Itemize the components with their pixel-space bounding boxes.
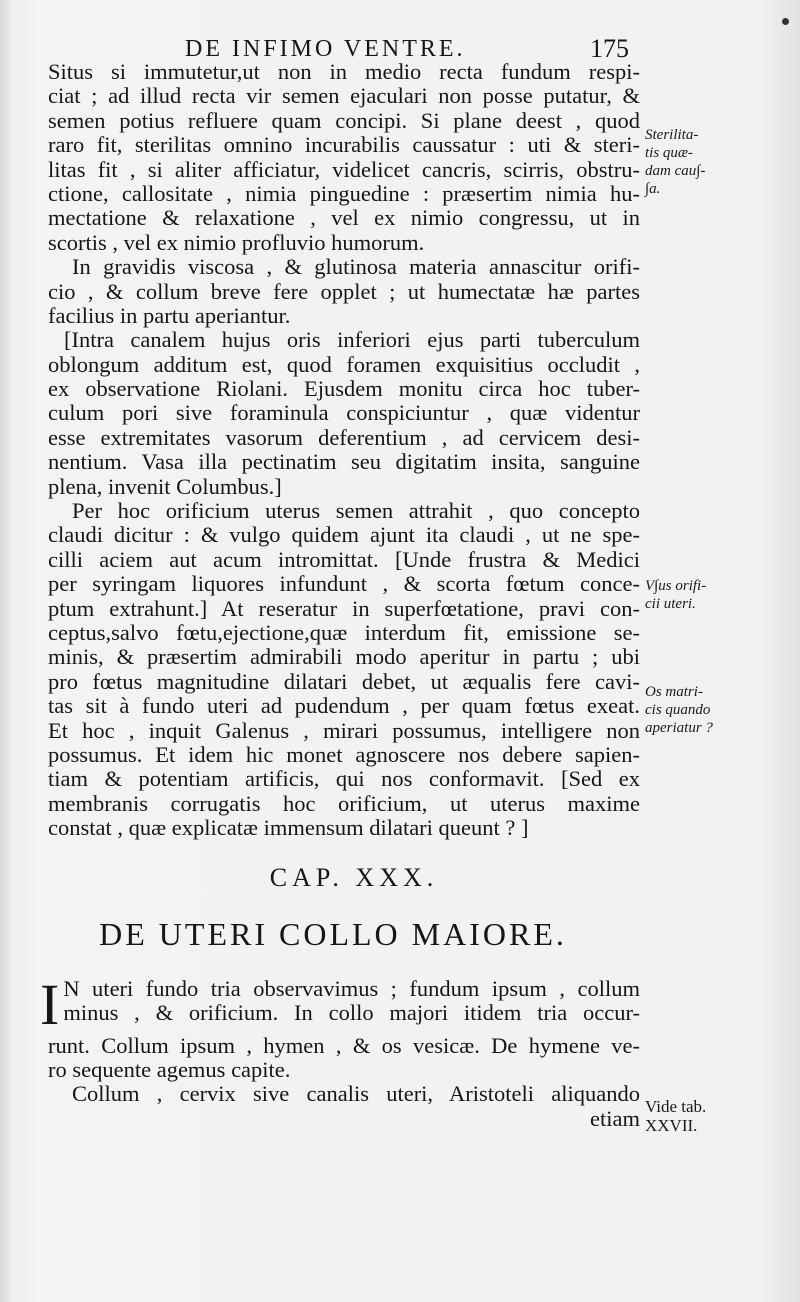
paragraph-intro — [40, 971, 640, 1083]
margin-note-vide: Vide tab. XXVII. — [645, 1097, 707, 1135]
text-line: litas fit , si aliter afficiatur, videlicet cancris, scirris, obstru- — [48, 157, 640, 182]
text-line: Et hoc , inquit Galenus , mirari possumus, intelligere non — [48, 718, 640, 743]
text-line: ctione, callositate , nimia pinguedine : præsertim nimia hu- — [48, 181, 640, 206]
text-line: raro fit, sterilitas omnino incurabilis caussatur : uti & steri- — [48, 133, 640, 158]
text-line: mectatione & relaxatione , vel ex nimio congressu, ut in — [48, 206, 640, 231]
text-line: scortis , vel ex nimio profluvio humorum. — [48, 230, 425, 255]
main-text — [40, 60, 640, 1131]
text-line: pro fœtus magnitudine dilatari debet, ut æqualis fere cavi- — [48, 669, 640, 694]
text-line: N uteri fundo tria observavimus ; fundum ipsum , collum — [63, 976, 640, 1001]
margin-note-os: Os matri- cis quando aperiatur ? — [645, 684, 713, 736]
paragraph-orificium — [48, 499, 640, 840]
text-line: minis, & præsertim admirabili modo aperitur in partu ; ubi — [48, 645, 640, 670]
text-line: minus , & orificium. In collo majori itidem tria occur- — [63, 1000, 640, 1025]
text-line: plena, invenit Columbus.] — [48, 474, 282, 499]
text-line: cilli aciem aut acum intromittat. [Unde frustra & Medici — [48, 547, 640, 572]
text-line: Per hoc orificium uterus semen attrahit , quo concepto — [72, 499, 640, 524]
text-line: Situs si immutetur,ut non in medio recta fundum respi- — [48, 60, 640, 84]
text-line: claudi dicitur : & vulgo quidem ajunt ita claudi , ut ne spe- — [48, 523, 640, 548]
text-line: constat , quæ explicatæ immensum dilatari queunt ? ] — [48, 816, 529, 841]
chapter-title: DE UTERI COLLO MAIORE. — [99, 915, 567, 952]
text-line: membranis corrugatis hoc orificium, ut uterus maxime — [48, 791, 640, 816]
text-line: semen potius refluere quam concipi. Si plane deest , quod — [48, 108, 640, 133]
text-line: tiam & potentiam artificis, qui nos conformavit. [Sed ex — [48, 767, 640, 792]
text-line: ro sequente agemus capite. — [48, 1057, 291, 1082]
catchword: etiam — [590, 1106, 640, 1131]
paragraph-gravidis — [48, 255, 640, 328]
text-line: nentium. Vasa illa pectinatim seu digitatim insita, sanguine — [48, 450, 640, 475]
margin-note-usus: V∫us orifi- cii uteri. — [645, 578, 707, 612]
text-line: possumus. Et idem hic monet agnoscere nos debere sapien- — [48, 742, 640, 767]
running-title: DE INFIMO VENTRE. — [185, 36, 466, 62]
paragraph-situs — [48, 60, 640, 255]
chapter-number: CAP. XXX. — [269, 862, 439, 892]
text-line: ptum extrahunt.] At reseratur in superfœtatione, pravi con- — [48, 596, 640, 621]
text-line: Collum , cervix sive canalis uteri, Aristoteli aliquando — [72, 1082, 640, 1107]
text-line: [Intra canalem hujus oris inferiori ejus parti tuberculum — [64, 328, 640, 353]
drop-cap: I — [40, 971, 60, 1037]
text-line: oblongum additum est, quod foramen exquisitius occludit , — [48, 352, 640, 377]
ink-spot — [782, 18, 789, 25]
paragraph-intra — [48, 328, 640, 499]
text-line: cio , & collum breve fere opplet ; ut humectatæ hæ partes — [48, 279, 640, 304]
text-line: facilius in partu aperiantur. — [48, 303, 291, 328]
text-line: In gravidis viscosa , & glutinosa materia annascitur orifi- — [72, 255, 640, 280]
text-line: esse extremitates vasorum deferentium , ad cervicem desi- — [48, 425, 640, 450]
text-line: per syringam liquores infundunt , & scorta fœtum conce- — [48, 572, 640, 597]
text-line: tas sit à fundo uteri ad pudendum , per quam fœtus exeat. — [48, 694, 640, 719]
margin-note-sterilitas: Sterilita- tis quæ- dam cau∫- ∫a. — [645, 127, 706, 197]
text-line: ceptus,salvo fœtu,ejectione,quæ interdum fit, emissione se- — [48, 620, 640, 645]
text-line: ciat ; ad illud recta vir semen ejaculari non posse putatur, & — [48, 84, 640, 109]
text-line: runt. Collum ipsum , hymen , & os vesicæ. De hymene ve- — [48, 1033, 640, 1058]
page-number: 175 — [590, 34, 629, 63]
paragraph-collum — [48, 1082, 640, 1131]
text-line: culum pori sive foraminula conspiciuntur , quæ videntur — [48, 401, 640, 426]
text-line: ex observatione Riolani. Ejusdem monitu circa hoc tuber- — [48, 377, 640, 402]
